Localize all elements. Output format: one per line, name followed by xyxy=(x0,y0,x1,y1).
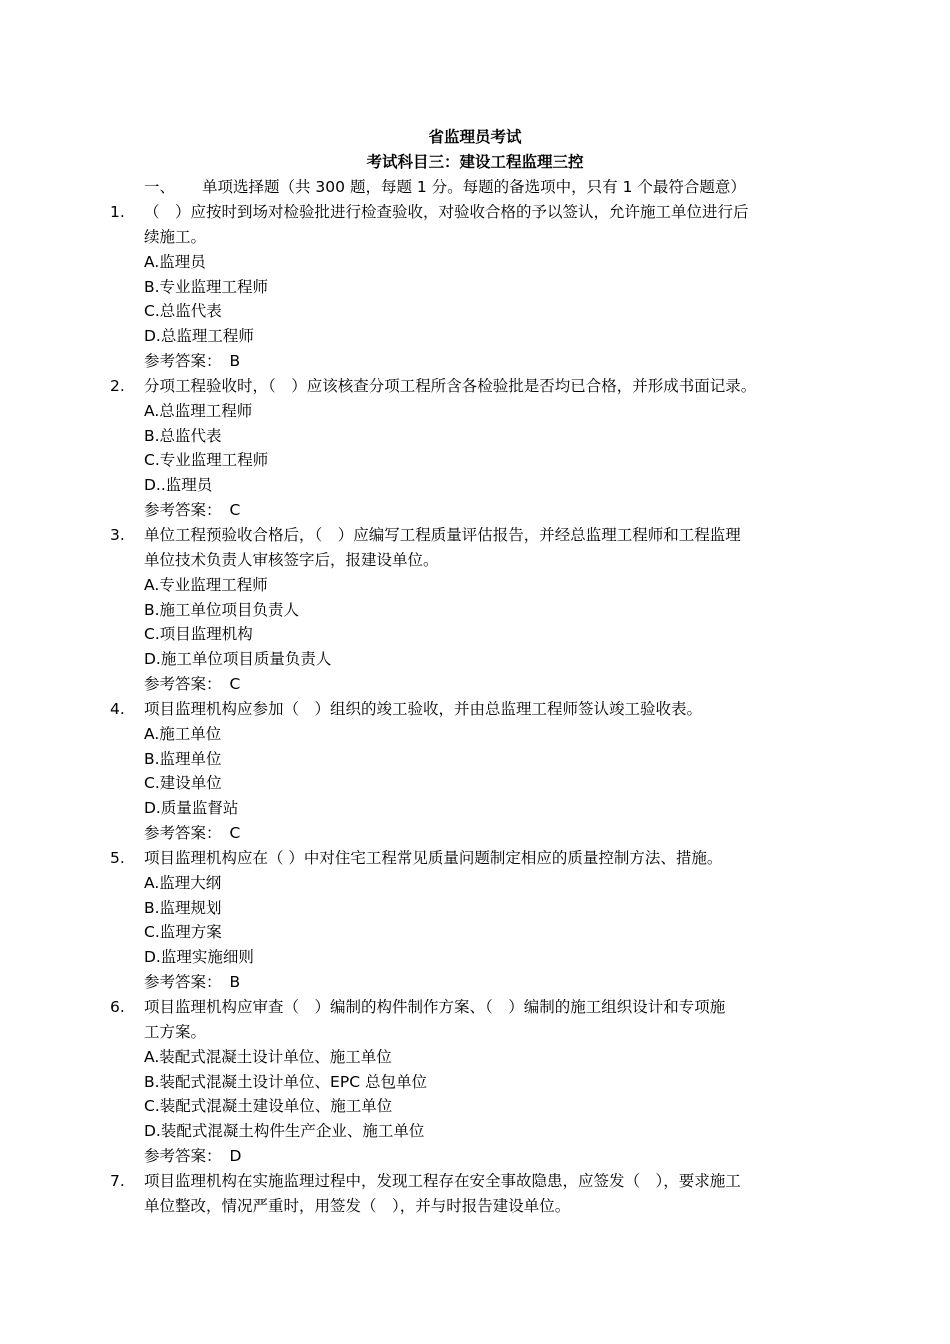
question-stem-line: （ ）应按时到场对检验批进行检查验收，对验收合格的予以签认，允许施工单位进行后 xyxy=(144,203,749,221)
answer-option: D..监理员 xyxy=(144,476,213,495)
answer-option: C.总监代表 xyxy=(144,302,222,321)
question-stem-line: 项目监理机构应参加（ ）组织的竣工验收，并由总监理工程师签认竣工验收表。 xyxy=(144,699,703,718)
answer-option: B.总监代表 xyxy=(144,426,222,445)
reference-answer-label: 参考答案： xyxy=(144,824,222,843)
question-number: 3. xyxy=(110,525,125,544)
answer-option: D.监理实施细则 xyxy=(144,948,254,967)
reference-answer-key: B xyxy=(229,352,241,371)
answer-option: A.总监理工程师 xyxy=(144,401,253,420)
reference-answer xyxy=(0,970,950,995)
question-stem-line: 工方案。 xyxy=(144,1022,207,1041)
answer-option: B.专业监理工程师 xyxy=(144,277,269,296)
question-stem-line: 项目监理机构在实施监理过程中，发现工程存在安全事故隐患，应签发（ ），要求施工 xyxy=(144,1171,741,1190)
section-heading xyxy=(144,175,746,200)
answer-option: D.施工单位项目质量负责人 xyxy=(144,650,332,669)
reference-answer xyxy=(0,821,950,846)
reference-answer-key: C xyxy=(229,675,241,694)
answer-option: D.装配式混凝土构件生产企业、施工单位 xyxy=(144,1122,425,1141)
answer-option: C.项目监理机构 xyxy=(144,625,253,644)
question-number: 6. xyxy=(110,998,125,1016)
answer-option: A.装配式混凝土设计单位、施工单位 xyxy=(144,1047,392,1066)
question-number: 4. xyxy=(110,699,125,718)
answer-option: B.监理规划 xyxy=(144,898,222,917)
answer-option: D.总监理工程师 xyxy=(144,327,254,346)
answer-option: C.监理方案 xyxy=(144,923,222,942)
question-stem-line: 项目监理机构应在（ ）中对住宅工程常见质量问题制定相应的质量控制方法、措施。 xyxy=(144,848,723,867)
reference-answer-label: 参考答案： xyxy=(144,973,222,992)
question-stem-line: 项目监理机构应审查（ ）编制的构件制作方案、（ ）编制的施工组织设计和专项施 xyxy=(144,998,726,1016)
reference-answer-label: 参考答案： xyxy=(144,352,222,371)
reference-answer-key: C xyxy=(229,501,241,520)
answer-option: A.专业监理工程师 xyxy=(144,575,268,594)
question-stem-line: 单位技术负责人审核签字后，报建设单位。 xyxy=(144,550,439,569)
answer-option: C.装配式混凝土建设单位、施工单位 xyxy=(144,1097,393,1116)
answer-option: B.监理单位 xyxy=(144,749,222,768)
question-list xyxy=(0,200,950,1219)
answer-option: B.装配式混凝土设计单位、EPC 总包单位 xyxy=(144,1072,427,1091)
question-stem-line: 单位工程预验收合格后，（ ）应编写工程质量评估报告，并经总监理工程师和工程监理 xyxy=(144,525,741,544)
answer-option: A.监理员 xyxy=(144,252,206,271)
reference-answer-label: 参考答案： xyxy=(144,501,222,520)
question-number: 1. xyxy=(110,203,125,221)
question-stem-line: 分项工程验收时，（ ）应该核查分项工程所含各检验批是否均已合格，并形成书面记录。 xyxy=(144,376,757,395)
reference-answer xyxy=(0,498,950,523)
question-number: 5. xyxy=(110,848,125,867)
reference-answer xyxy=(0,1144,950,1169)
question-item xyxy=(0,1169,950,1219)
document-title: 省监理员考试 xyxy=(428,128,522,146)
reference-answer-label: 参考答案： xyxy=(144,675,222,694)
question-item xyxy=(0,523,950,697)
question-item xyxy=(0,200,950,374)
reference-answer xyxy=(0,672,950,697)
section-text: 单项选择题（共 300 题，每题 1 分。每题的备选项中，只有 1 个最符合题意） xyxy=(202,178,746,196)
answer-option: A.施工单位 xyxy=(144,724,222,743)
question-item xyxy=(0,846,950,995)
answer-option: C.建设单位 xyxy=(144,774,222,793)
question-item xyxy=(0,374,950,523)
document-subtitle: 考试科目三：建设工程监理三控 xyxy=(366,153,584,171)
question-stem-line: 续施工。 xyxy=(144,227,207,246)
reference-answer-key: D xyxy=(229,1147,242,1166)
question-number: 2. xyxy=(110,376,125,395)
reference-answer-key: C xyxy=(229,824,241,843)
answer-option: D.质量监督站 xyxy=(144,799,239,818)
section-number: 一、 xyxy=(144,178,176,196)
question-number: 7. xyxy=(110,1171,125,1190)
answer-option: B.施工单位项目负责人 xyxy=(144,600,300,619)
answer-option: C.专业监理工程师 xyxy=(144,451,269,470)
reference-answer-label: 参考答案： xyxy=(144,1147,222,1166)
question-item xyxy=(0,697,950,846)
reference-answer-key: B xyxy=(229,973,241,992)
question-item xyxy=(0,995,950,1169)
answer-option: A.监理大纲 xyxy=(144,873,222,892)
question-stem-line: 单位整改，情况严重时，用签发（ ），并与时报告建设单位。 xyxy=(144,1196,571,1215)
reference-answer xyxy=(0,349,950,374)
